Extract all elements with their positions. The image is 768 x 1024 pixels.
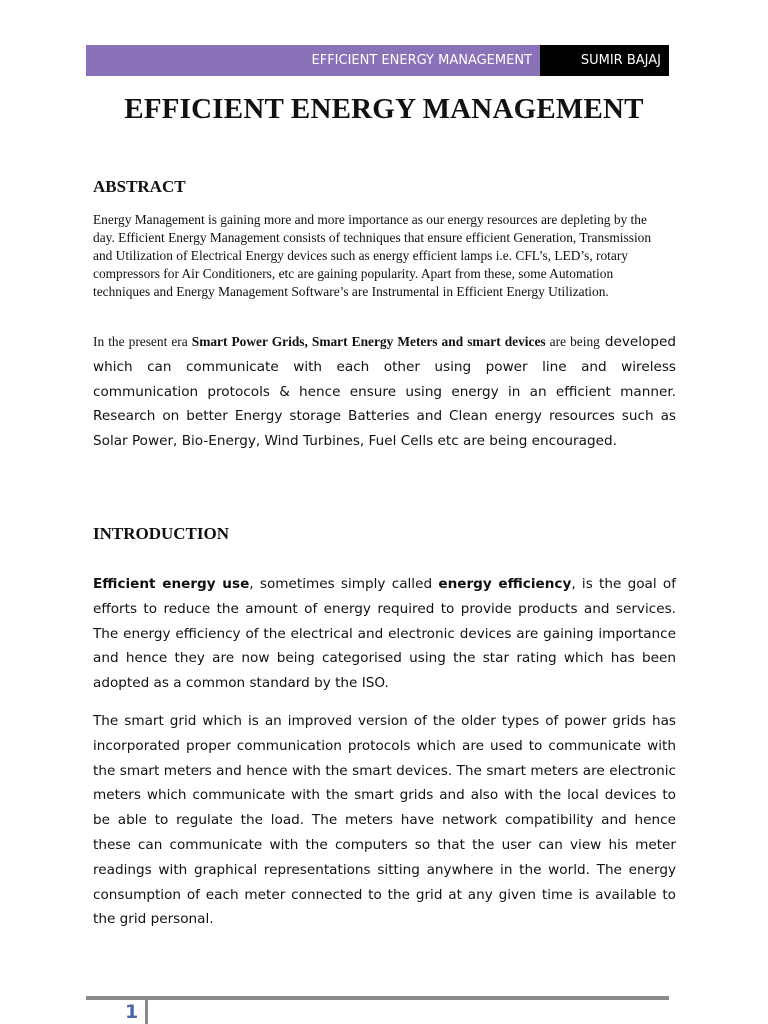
abstract-paragraph-2: [93, 330, 676, 454]
page-number-separator: [145, 999, 148, 1024]
intro-bold-efficient-energy-use: Efficient energy use: [93, 576, 250, 592]
running-header: [86, 45, 669, 76]
header-author: SUMIR BAJAJ: [540, 45, 669, 76]
abstract-p2-mid: are being: [545, 334, 600, 349]
intro-p1-text2: , is the goal of efforts to reduce the amount of energy required to provide products and services. The energy efficiency of the electrical and electronic devices are gaining importance and hence they are now being categorised using the star rating which has been adopted as a common standard by the ISO.: [93, 576, 676, 692]
header-section-title: EFFICIENT ENERGY MANAGEMENT: [86, 45, 540, 76]
intro-bold-energy-efficiency: energy efficiency: [438, 576, 572, 592]
page-title: EFFICIENT ENERGY MANAGEMENT: [124, 93, 644, 125]
abstract-p2-lead: In the present era: [93, 334, 192, 349]
introduction-paragraph-1: [93, 572, 676, 696]
footer-divider: [86, 996, 669, 1000]
intro-p1-text1: , sometimes simply called: [249, 576, 439, 592]
page-number: 1: [125, 1001, 139, 1023]
abstract-paragraph-1: Energy Management is gaining more and more importance as our energy resources are depleting by the day. Efficient Energy Management consists of techniques that ensure efficient Generation, Transmission and Utilization of Electrical Energy devices such as energy efficient lamps i.e. CFL’s, LED’s, rotary compressors for Air Conditioners, etc are gaining popularity. Apart from these, some Automation techniques and Energy Management Software’s are Instrumental in Efficient Energy Utilization.: [93, 212, 652, 299]
abstract-p2-rest: developed which can communicate with each other using power line and wireless communication protocols & hence ensure using energy in an efficient manner. Research on better Energy storage Batteries and Clean energy resources such as Solar Power, Bio-Energy, Wind Turbines, Fuel Cells etc are being encouraged.: [93, 334, 676, 450]
abstract-heading: ABSTRACT: [93, 177, 186, 196]
introduction-heading: INTRODUCTION: [93, 524, 230, 543]
introduction-paragraph-2: The smart grid which is an improved version of the older types of power grids has incorporated proper communication protocols which are used to communicate with the smart meters and hence with the smart devices. The smart meters are electronic meters which communicate with the smart grids and also with the local devices to be able to regulate the load. The meters have network compatibility and hence these can communicate with the computers so that the user can view his meter readings with graphical representations sitting anywhere in the world. The energy consumption of each meter connected to the grid at any given time is available to the grid personal.: [93, 713, 676, 928]
abstract-p2-bold: Smart Power Grids, Smart Energy Meters and smart devices: [191, 334, 546, 349]
